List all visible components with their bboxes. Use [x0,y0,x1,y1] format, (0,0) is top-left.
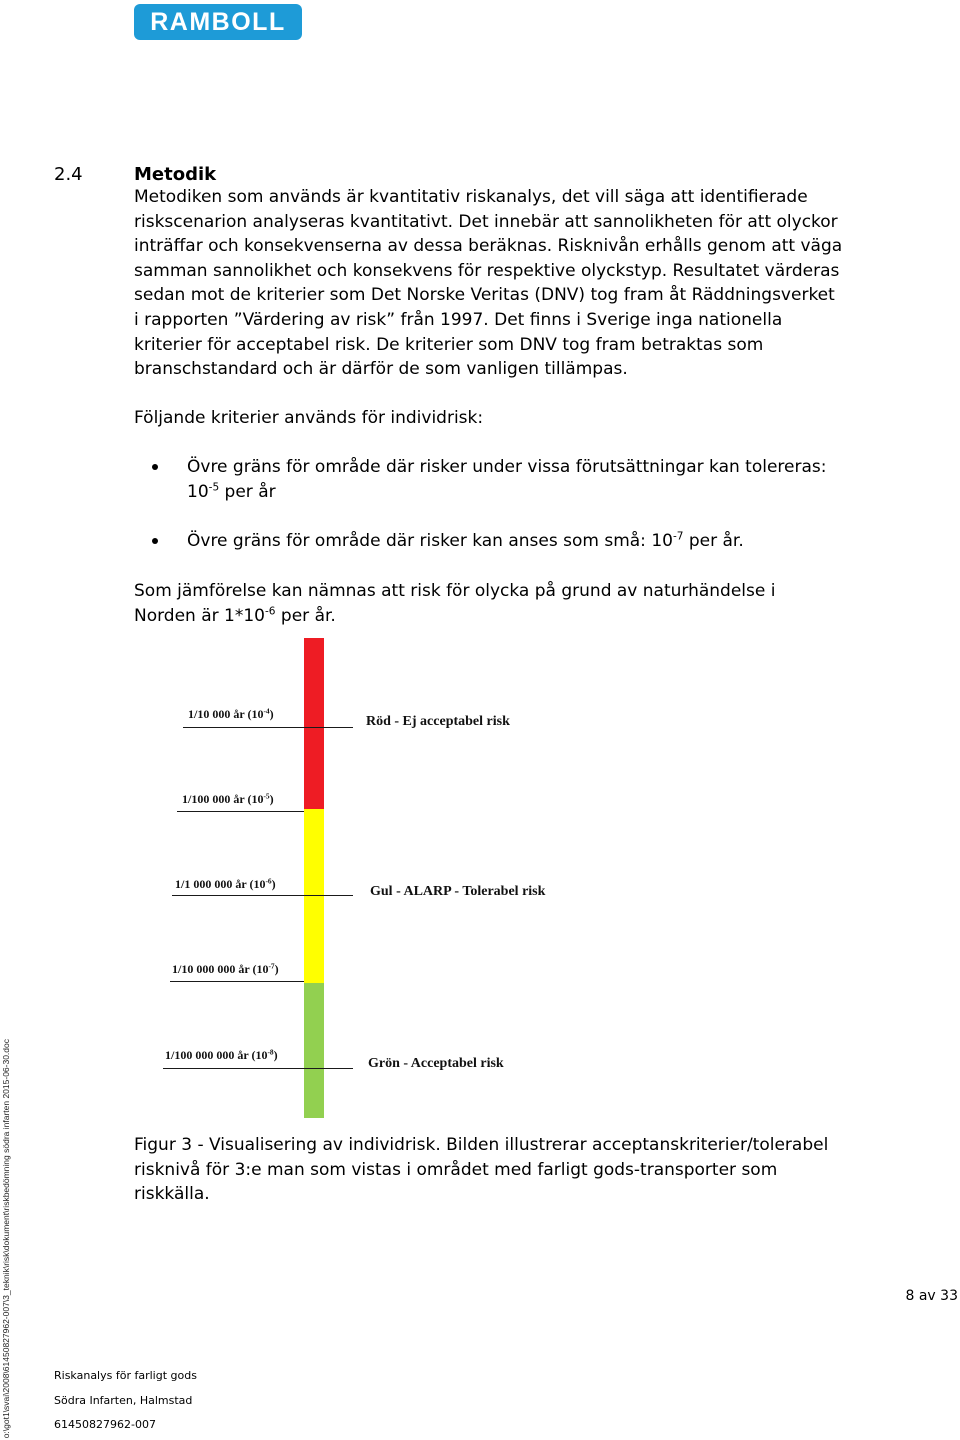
footer-document-number: 61450827962-007 [54,1418,156,1431]
criteria-intro: Följande kriterier används för individrisk: [134,408,484,428]
criteria-item-line [187,529,744,554]
paragraph-line: sedan mot de kriterier som Det Norske Veritas (DNV) tog fram åt Räddningsverket [134,285,835,306]
intro-paragraph [134,185,842,382]
comparison-paragraph [134,579,775,628]
comparison-text: Norden är 1*10 [134,605,265,626]
level-label [172,962,279,976]
figure-caption [134,1133,828,1207]
caption-line: riskkälla. [134,1184,210,1205]
value-base: 10 [187,481,209,502]
level-text: 1/10 000 000 år (10 [172,962,269,976]
caption-line: Figur 3 - Visualisering av individrisk. Bilden illustrerar acceptanskriterier/tolerabel [134,1135,829,1155]
level-exponent: -4 [263,706,270,716]
file-path: o:\got1\svai\2008\61450827962-007\3_teknik\risk\dokument\riskbedömning södra infarten 2015-06-30.doc [1,1038,11,1438]
paragraph-line: Som jämförelse kan nämnas att risk för olycka på grund av naturhändelse i [134,581,776,601]
paragraph-line: riskscenarion analyseras kvantitativt. Det innebär att sannolikheten för att olyckor [134,211,838,232]
criteria-item [187,455,826,504]
level-text: 1/100 000 000 år (10 [165,1048,268,1062]
level-suffix: ) [269,792,274,806]
level-line [170,981,304,982]
level-line [177,811,304,812]
criteria-item-value [187,480,826,505]
page-footer [54,1364,197,1438]
footer-report-title: Riskanalys för farligt gods [54,1369,197,1382]
caption-line: risknivå för 3:e man som vistas i området med farligt gods-transporter som [134,1159,778,1180]
level-text: 1/1 000 000 år (10 [175,877,266,891]
risk-zone-green [304,983,324,1118]
paragraph-line: kriterier för acceptabel risk. De kriterier som DNV tog fram betraktas som [134,334,764,355]
level-suffix: ) [273,1048,278,1062]
value-unit: per år. [275,605,336,626]
criteria-item [187,529,744,554]
level-text: 1/10 000 år (10 [188,707,264,721]
page-number: 8 av 33 [905,1288,958,1304]
level-label [182,792,274,806]
logo-wordmark: RAMBOLL [150,7,286,36]
value-unit: per år. [683,531,744,551]
level-exponent: -5 [263,791,270,801]
bullet-marker [152,464,158,470]
paragraph-line [134,604,775,629]
paragraph-line: samman sannolikhet och konsekvens för respektive olyckstyp. Resultatet värderas [134,260,840,281]
section-title: Metodik [134,164,217,185]
value-exponent: -6 [265,605,276,618]
risk-zone-yellow [304,809,324,983]
zone-label-green: Grön - Acceptabel risk [368,1056,504,1071]
level-line [172,895,353,896]
footer-project: Södra Infarten, Halmstad [54,1393,193,1407]
level-exponent: -6 [265,876,272,886]
value-exponent: -5 [208,481,220,494]
level-suffix: ) [269,707,274,721]
risk-zone-red [304,638,324,809]
ramboll-logo [134,4,302,40]
level-line [183,727,353,728]
level-label [175,877,276,891]
paragraph-line: Metodiken som används är kvantitativ riskanalys, det vill säga att identifierade [134,187,808,207]
level-exponent: -7 [268,961,275,971]
level-label [165,1048,278,1062]
section-number: 2.4 [54,164,83,185]
level-label [188,707,274,721]
level-exponent: -8 [267,1047,274,1057]
paragraph-line: branschstandard och är därför de som vanligen tillämpas. [134,359,628,380]
bullet-marker [152,538,158,544]
level-suffix: ) [274,962,279,976]
zone-label-yellow: Gul - ALARP - Tolerabel risk [370,884,546,899]
level-line [163,1068,353,1069]
value-exponent: -7 [672,530,684,543]
value-unit: per år [219,481,276,502]
criteria-item-line: Övre gräns för område där risker under vissa förutsättningar kan tolereras: [187,457,827,477]
paragraph-line: i rapporten ”Värdering av risk” från 1997. Det finns i Sverige inga nationella [134,309,783,330]
criteria-item-text: Övre gräns för område där risker kan anses som små: 10 [187,531,673,551]
level-text: 1/100 000 år (10 [182,792,264,806]
level-suffix: ) [271,877,276,891]
paragraph-line: inträffar och konsekvenserna av dessa beräknas. Risknivån erhålls genom att väga [134,236,843,257]
zone-label-red: Röd - Ej acceptabel risk [366,714,510,729]
